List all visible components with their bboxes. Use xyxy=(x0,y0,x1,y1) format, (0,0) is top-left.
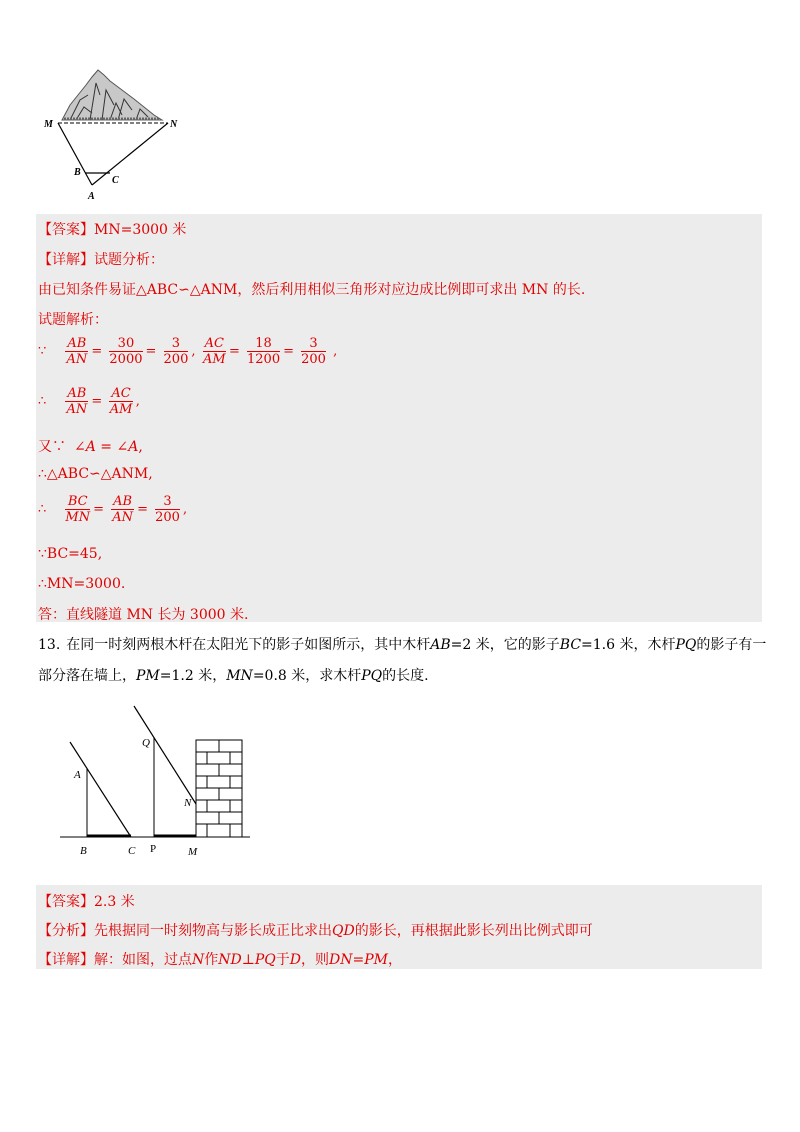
label-c2: C xyxy=(128,845,136,857)
shadow-poles-figure xyxy=(50,700,260,865)
fraction-18-1200: $\frac{18}{1200}$ xyxy=(247,336,281,367)
therefore-symbol-2: ∴ xyxy=(38,502,47,517)
step-1: ∵ $\frac{AB}{AN}$ = $\frac{30}{2000}$ = $\frac{3}{200}$ , $\frac{AC}{AM}$ = $\frac{18}{1200}$ = $\frac{3}{200}$ , xyxy=(38,336,338,367)
fraction-3-200-c: $\frac{3}{200}$ xyxy=(155,494,180,525)
mountain-drawing xyxy=(62,70,162,120)
answer-text: MN=3000 米 xyxy=(94,222,187,238)
mountain-tunnel-figure xyxy=(40,65,200,210)
label-m2: M xyxy=(188,846,198,858)
fraction-30-2000: $\frac{30}{2000}$ xyxy=(109,336,143,367)
step-6: ∵BC=45, xyxy=(38,546,103,562)
question-13-line-2: 部分落在墙上，PM=1.2 米，MN=0.8 米，求木杆PQ的长度. xyxy=(38,668,429,684)
detail-tag: 【详解】 xyxy=(38,252,94,268)
step-7: ∴MN=3000. xyxy=(38,576,126,592)
therefore-symbol: ∴ xyxy=(38,394,47,409)
because-symbol: ∵ xyxy=(38,344,47,359)
detail-13-line: 【详解】解：如图，过点N作ND⊥PQ于D，则DN=PM， xyxy=(38,952,402,968)
step-4: ∴△ABC∽△ANM, xyxy=(38,466,153,482)
line-na xyxy=(92,123,168,185)
answer-tag: 【答案】 xyxy=(38,222,94,238)
fraction-ac-am: $\frac{AC}{AM}$ xyxy=(202,336,226,367)
label-q: Q xyxy=(142,737,150,749)
angle-equality: ∠A = ∠A xyxy=(74,439,139,455)
detail-line xyxy=(38,249,164,269)
fraction-ab-an-3: $\frac{AB}{AN}$ xyxy=(112,494,133,525)
label-c: C xyxy=(112,175,119,186)
fraction-ab-an-2: $\frac{AB}{AN}$ xyxy=(66,386,88,417)
label-a2: A xyxy=(74,769,81,781)
sun-ray-1 xyxy=(70,742,131,837)
fraction-3-200-b: $\frac{3}{200}$ xyxy=(301,336,326,367)
answer-block xyxy=(36,214,762,622)
label-a: A xyxy=(88,191,95,202)
label-b: B xyxy=(74,167,81,178)
sun-ray-2 xyxy=(134,706,196,804)
detail-intro: 试题分析： xyxy=(94,252,164,268)
label-p: P xyxy=(150,843,157,855)
label-b2: B xyxy=(80,845,87,857)
fraction-ab-an: $\frac{AB}{AN}$ xyxy=(66,336,88,367)
step-5: ∴ $\frac{BC}{MN}$ = $\frac{AB}{AN}$ = $\frac{3}{200}$ , xyxy=(38,494,188,525)
answer-13-tag: 【答案】 xyxy=(38,894,94,910)
step-2: ∴ $\frac{AB}{AN}$ = $\frac{AC}{AM}$ , xyxy=(38,386,140,417)
also-because: 又∵ xyxy=(38,439,66,455)
analysis-13-line: 【分析】先根据同一时刻物高与影长成正比求出QD的影长，再根据此影长列出比例式即可 xyxy=(38,923,593,939)
answer-13-text: 2.3 米 xyxy=(94,894,135,910)
fraction-3-200: $\frac{3}{200}$ xyxy=(163,336,189,367)
solution-label: 试题解析： xyxy=(38,312,108,328)
conclusion-line: 答：直线隧道 MN 长为 3000 米. xyxy=(38,607,249,623)
brick-wall xyxy=(196,740,242,837)
question-13-line-1: 13. 在同一时刻两根木杆在太阳光下的影子如图所示，其中木杆AB=2 米，它的影子BC=1.6 米，木杆PQ的影子有一 xyxy=(38,637,767,653)
label-n: N xyxy=(170,119,178,130)
answer-13-line xyxy=(38,891,135,911)
answer-line xyxy=(38,219,186,239)
question-number: 13. xyxy=(38,637,61,653)
step-3: 又∵ ∠A = ∠A, xyxy=(38,439,143,455)
label-m: M xyxy=(44,119,53,130)
fraction-bc-mn: $\frac{BC}{MN}$ xyxy=(65,494,91,525)
fraction-ac-am-2: $\frac{AC}{AM}$ xyxy=(109,386,133,417)
analysis-line: 由已知条件易证△ABC∽△ANM，然后利用相似三角形对应边成比例即可求出 MN 的长. xyxy=(38,282,586,298)
label-n2: N xyxy=(184,797,192,809)
